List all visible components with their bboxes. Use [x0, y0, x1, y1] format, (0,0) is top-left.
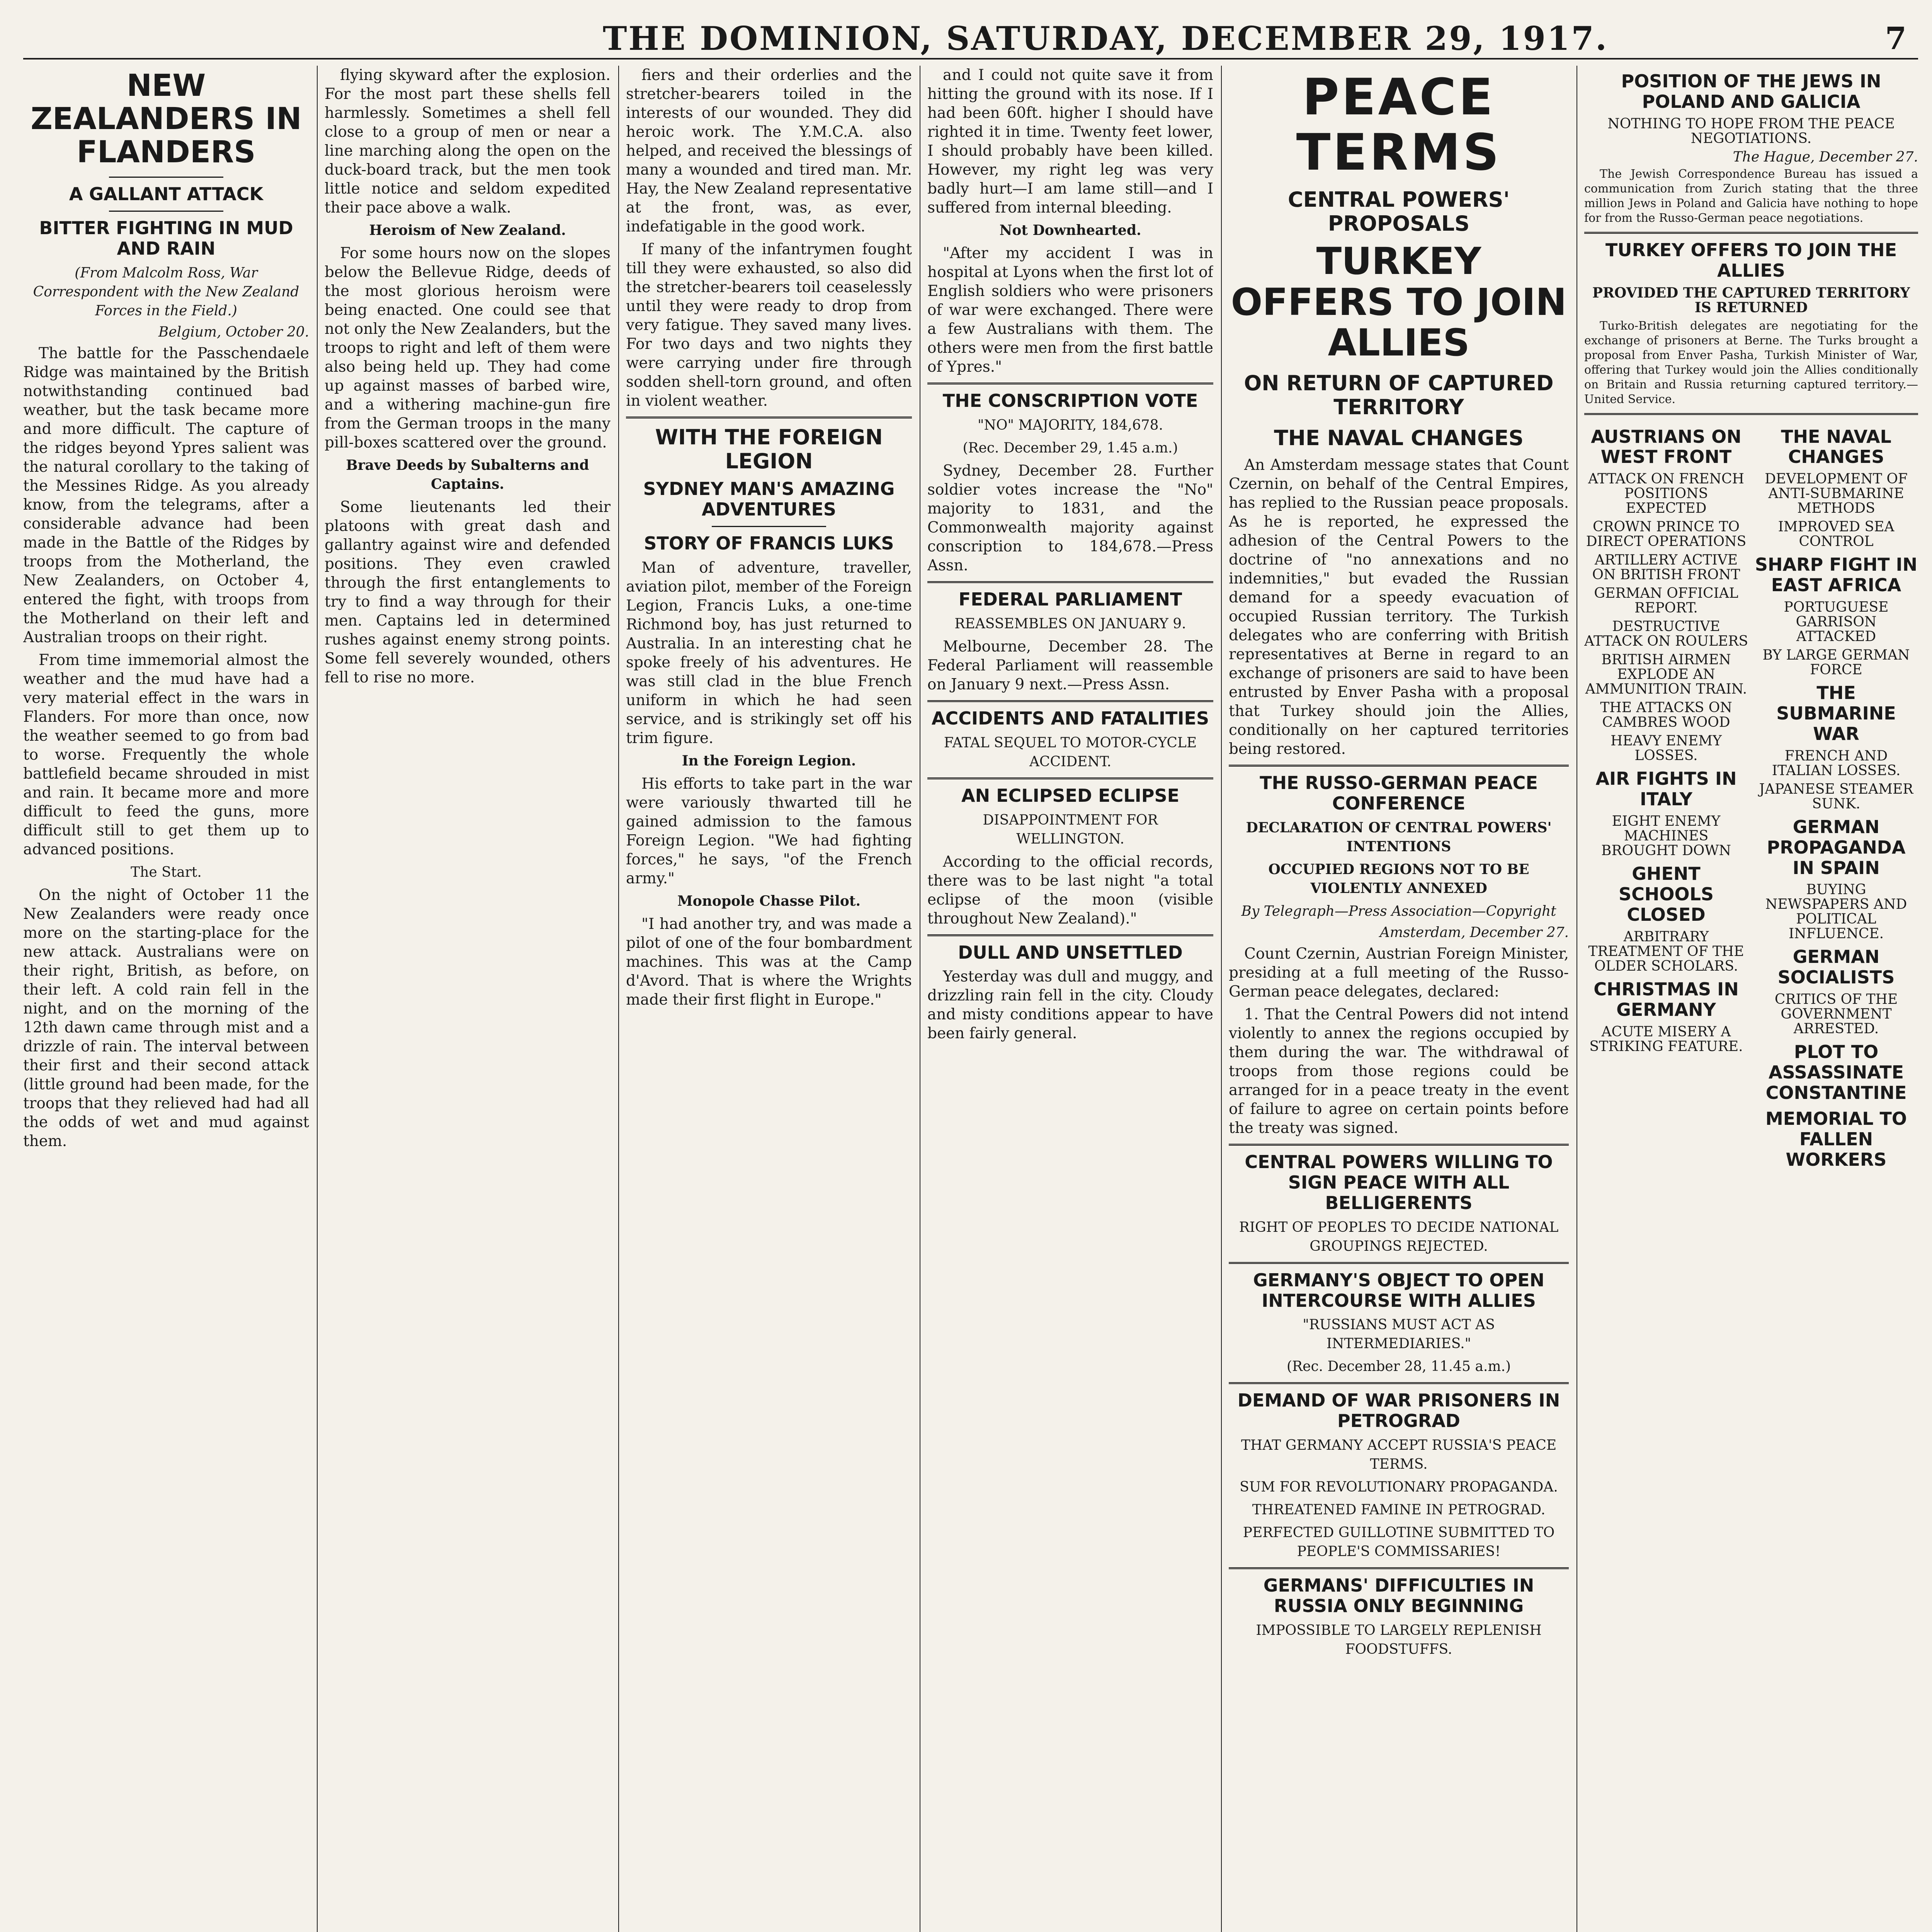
subhead: BRITISH AIRMEN EXPLODE AN AMMUNITION TRAIN. [1585, 652, 1747, 697]
article-paragraph: According to the official records, there was to be last night "a total eclipse of the moon (visible throughout New Zealand)." [927, 853, 1213, 927]
divider [1229, 1262, 1569, 1264]
article-paragraph: fiers and their orderlies and the stretcher-bearers toiled in the interests of our wounded. They did heroic work. The Y.M.C.A. also helped, and received the blessings of many a wounded and tired man. Mr. Hay, the New Zealand representative at the front, was, as ever, indefatigable in the good work. [626, 66, 912, 235]
article-paragraph: flying skyward after the explosion. For the most part these shells fell harmlessly. Sometimes a shell fell close to a group of men or near a line marching along the open on the duck-board track, but the men took little notice and seldom expedited their pace above a walk. [325, 66, 611, 216]
headline-submarine-war: THE SUBMARINE WAR [1776, 682, 1896, 744]
dateline: The Hague, December 27. [1733, 149, 1918, 165]
byline: By Telegraph—Press Association—Copyright [1241, 903, 1556, 920]
section-subhead: Monopole Chasse Pilot. [677, 893, 861, 909]
headline-naval-changes: THE NAVAL CHANGES [1274, 426, 1524, 451]
headline-plot-constantine: PLOT TO ASSASSINATE CONSTANTINE [1765, 1041, 1907, 1104]
article-paragraph: "After my accident I was in hospital at Lyons when the first lot of English soldiers who were prisoners of war were exchanged. There were a few Australians with them. The others were men from the first battle of Ypres." [927, 245, 1213, 376]
divider [109, 177, 223, 178]
subhead: PORTUGUESE GARRISON ATTACKED [1784, 599, 1889, 645]
divider [927, 581, 1213, 583]
newspaper-title: THE DOMINION, SATURDAY, DECEMBER 29, 1917. [603, 19, 1609, 58]
divider [927, 777, 1213, 779]
article-paragraph: His efforts to take part in the war were variously thwarted till he gained admission to the famous Foreign Legion. "We had fighting forces," he says, "of the French army." [626, 775, 912, 887]
column-rule [1221, 66, 1222, 1932]
subhead-russians-intermediaries: "RUSSIANS MUST ACT AS INTERMEDIARIES." [1303, 1317, 1495, 1352]
subhead: ACUTE MISERY A STRIKING FEATURE. [1589, 1024, 1743, 1054]
article-paragraph: For some hours now on the slopes below the Bellevue Ridge, deeds of the most glorious heroism were being enacted. One could see that not only the New Zealanders, but the troops to right and left of them were also being held up. They had come up against masses of barbed wire, and a withering machine-gun fire from the German troops in the many pill-boxes scattered over the ground. [325, 245, 611, 451]
headline-dull-unsettled: DULL AND UNSETTLED [958, 942, 1183, 963]
headline-air-fights: AIR FIGHTS IN ITALY [1595, 768, 1737, 810]
headline-war-prisoners: DEMAND OF WAR PRISONERS IN PETROGRAD [1237, 1390, 1560, 1432]
article-paragraph: 1. That the Central Powers did not intend violently to annex the regions occupied by them during the war. The withdrawal of troops from those regions could be arranged for in a peace treaty in the event of failure to agree on certain points before the treaty was signed. [1229, 1006, 1569, 1137]
headline-christmas-germany: CHRISTMAS IN GERMANY [1594, 978, 1739, 1020]
subhead-propaganda: SUM FOR REVOLUTIONARY PROPAGANDA. [1240, 1479, 1558, 1495]
subhead: THE ATTACKS ON CAMBRES WOOD [1600, 700, 1732, 731]
divider [1229, 1382, 1569, 1384]
subhead: JAPANESE STEAMER SUNK. [1759, 781, 1913, 812]
headline-russo-german-conference: THE RUSSO-GERMAN PEACE CONFERENCE [1260, 772, 1538, 814]
article-paragraph: Sydney, December 28. Further soldier votes increase the "No" majority to 1831, and the Commonwealth majority against conscription to 184,678.—Press Assn. [927, 462, 1213, 574]
headline-jews-poland: POSITION OF THE JEWS IN POLAND AND GALICIA [1621, 71, 1881, 112]
headline-austrians-west: AUSTRIANS ON WEST FRONT [1591, 426, 1742, 468]
divider [109, 211, 223, 212]
column-4 [927, 66, 1213, 1932]
subhead-guillotine: PERFECTED GUILLOTINE SUBMITTED TO PEOPLE'S COMMISSARIES! [1243, 1525, 1555, 1560]
subhead-disappointment: DISAPPOINTMENT FOR WELLINGTON. [983, 812, 1158, 847]
headline-new-zealanders: NEW ZEALANDERS IN FLANDERS [31, 68, 302, 170]
article-paragraph: "I had another try, and was made a pilot of one of the four bombardment machines. This was at the Camp d'Avord. That is where the Wrights made their first flight in Europe." [626, 915, 912, 1009]
subhead-accept-terms: THAT GERMANY ACCEPT RUSSIA'S PEACE TERMS. [1241, 1437, 1557, 1473]
article-paragraph: Turko-British delegates are negotiating for the exchange of prisoners at Berne. The Turks brought a proposal from Enver Pasha, Turkish Minister of War, offering that Turkey would join the Allies conditionally on Britain and Russia returning captured territory.—United Service. [1584, 319, 1918, 406]
subhead-famine: THREATENED FAMINE IN PETROGRAD. [1252, 1502, 1546, 1518]
headline-germany-object: GERMANY'S OBJECT TO OPEN INTERCOURSE WITH ALLIES [1253, 1269, 1545, 1311]
divider [712, 526, 826, 527]
section-subhead: Brave Deeds by Subalterns and Captains. [346, 457, 589, 492]
subhead-sydney-man: SYDNEY MAN'S AMAZING ADVENTURES [643, 478, 895, 520]
dateline: Belgium, October 20. [158, 324, 309, 340]
subhead-right-of-peoples: RIGHT OF PEOPLES TO DECIDE NATIONAL GROUPINGS REJECTED. [1239, 1219, 1559, 1254]
subhead: BUYING NEWSPAPERS AND POLITICAL INFLUENCE. [1765, 882, 1907, 942]
subhead-occupied-regions: OCCUPIED REGIONS NOT TO BE VIOLENTLY ANNEXED [1268, 861, 1529, 897]
section-subhead: Not Downhearted. [999, 222, 1141, 238]
headline-naval-changes-right: THE NAVAL CHANGES [1781, 426, 1891, 468]
section-subhead: Heroism of New Zealand. [369, 222, 566, 238]
subhead: DESTRUCTIVE ATTACK ON ROULERS [1584, 619, 1748, 650]
headline-foreign-legion: WITH THE FOREIGN LEGION [655, 425, 883, 474]
subhead: EIGHT ENEMY MACHINES BROUGHT DOWN [1601, 813, 1731, 859]
article-paragraph: Yesterday was dull and muggy, and drizzling rain fell in the city. Cloudy and misty conditions appear to have been fairly general. [927, 968, 1213, 1043]
headline-accidents: ACCIDENTS AND FATALITIES [931, 707, 1209, 729]
column-3 [626, 66, 912, 1932]
subhead-reassembles: REASSEMBLES ON JANUARY 9. [954, 616, 1186, 632]
article-paragraph: The Jewish Correspondence Bureau has issued a communication from Zurich stating that the three million Jews in Poland and Galicia have nothing to hope for from the Russo-German peace negotiations. [1584, 167, 1918, 225]
divider [927, 700, 1213, 702]
received-time: (Rec. December 29, 1.45 a.m.) [963, 440, 1178, 456]
masthead [23, 15, 1918, 60]
headline-conscription-vote: THE CONSCRIPTION VOTE [942, 390, 1198, 411]
subhead-foodstuffs: IMPOSSIBLE TO LARGELY REPLENISH FOODSTUFFS. [1256, 1622, 1542, 1658]
subhead: ATTACK ON FRENCH POSITIONS EXPECTED [1588, 471, 1744, 517]
divider [1584, 232, 1918, 234]
article-paragraph: Man of adventure, traveller, aviation pilot, member of the Foreign Legion, Francis Luks, a one-time Richmond boy, has just returned to Australia. In an interesting chat he spoke freely of his adventures. He was still clad in the blue French uniform in which he had seen service, and is strikingly set off his trim figure. [626, 559, 912, 747]
page-number: 7 [1885, 20, 1906, 56]
article-paragraph: Some lieutenants led their platoons with great dash and gallantry against wire and defended positions. They even crawled through the first entanglements to try to find a way through for their men. Captains led in determined rushes against enemy strong points. Some fell severely wounded, others fell to rise no more. [325, 498, 611, 686]
subhead-francis-luks: STORY OF FRANCIS LUKS [644, 532, 894, 554]
subhead-fatal-sequel: FATAL SEQUEL TO MOTOR-CYCLE ACCIDENT. [944, 735, 1197, 770]
article-paragraph: and I could not quite save it from hitting the ground with its nose. If I had been 60ft. higher I should have righted it in time. Twenty feet lower, I should probably have been killed. However, my right leg was very badly hurt—I am lame still—and I suffered from internal bleeding. [927, 66, 1213, 216]
headline-german-socialists: GERMAN SOCIALISTS [1777, 946, 1895, 988]
subhead: CRITICS OF THE GOVERNMENT ARRESTED. [1774, 992, 1898, 1037]
article-paragraph: If many of the infantrymen fought till they were exhausted, so also did the stretcher-bearers toil ceaselessly until they were ready to drop from very fatigue. They saved many lives. For two days and two nights they were carrying under fire through sodden shell-torn ground, and often in violent weather. [626, 241, 912, 410]
article-paragraph: From time immemorial almost the weather and the mud have had a very material effect in the wars in Flanders. For more than once, now the weather seemed to go from bad to worse. Frequently the whole battlefield became shrouded in mist and rain. It became more and more difficult to feed the guns, more difficult still to get them up to advanced positions. [23, 651, 309, 859]
headline-central-powers-proposals: CENTRAL POWERS' PROPOSALS [1287, 187, 1510, 236]
divider [927, 934, 1213, 936]
headline-memorial-workers: MEMORIAL TO FALLEN WORKERS [1765, 1108, 1907, 1170]
article-paragraph: On the night of October 11 the New Zealanders were ready once more on the starting-place for the new attack. Australians were on their right, British, as before, on their left. A cold rain fell in the night, and on the morning of the 12th dawn came through mist and a drizzle of rain. The interval between their first and their second attack (little ground had been made, for the troops that they relieved had had all the odds of wet and mud against them. [23, 886, 309, 1150]
headline-central-powers-willing: CENTRAL POWERS WILLING TO SIGN PEACE WITH ALL BELLIGERENTS [1245, 1151, 1553, 1213]
section-subhead: The Start. [131, 864, 202, 881]
subhead: BY LARGE GERMAN FORCE [1762, 647, 1910, 678]
headline-turkey-join-allies: TURKEY OFFERS TO JOIN THE ALLIES [1605, 239, 1897, 281]
article-paragraph: The battle for the Passchendaele Ridge was maintained by the British notwithstanding continued bad weather, but the task became more and more difficult. The capture of the ridges beyond Ypres salient was the natural corollary to the taking of the Messines Ridge. As you already know, from the telegrams, after a considerable advance had been made in the Battle of the Ridges by troops from the Motherland, the New Zealanders, on October 4, entered the fight, with troops from the Motherland on their left and Australian troops on their right. [23, 345, 309, 646]
subhead: ARTILLERY ACTIVE ON BRITISH FRONT [1592, 552, 1740, 583]
subhead: DEVELOPMENT OF ANTI-SUBMARINE METHODS [1765, 471, 1908, 517]
subhead-declaration: DECLARATION OF CENTRAL POWERS' INTENTIONS [1246, 820, 1552, 855]
headline-turkey-offers: TURKEY OFFERS TO JOIN ALLIES [1231, 240, 1567, 365]
headline-propaganda-spain: GERMAN PROPAGANDA IN SPAIN [1767, 816, 1906, 878]
dateline: Amsterdam, December 27. [1379, 925, 1569, 941]
divider [1229, 1144, 1569, 1146]
sub-columns [1584, 421, 1918, 1175]
article-paragraph: Count Czernin, Austrian Foreign Minister, presiding at a full meeting of the Russo-German peace delegates, declared: [1229, 945, 1569, 1001]
headline-eclipsed-eclipse: AN ECLIPSED ECLIPSE [961, 785, 1180, 806]
headline-east-africa: SHARP FIGHT IN EAST AFRICA [1755, 554, 1918, 596]
column-5 [1229, 66, 1569, 1932]
column-rule [618, 66, 619, 1932]
subhead-bitter-fighting: BITTER FIGHTING IN MUD AND RAIN [39, 218, 293, 259]
headline-ghent-schools: GHENT SCHOOLS CLOSED [1618, 863, 1714, 925]
subhead-nothing-to-hope: NOTHING TO HOPE FROM THE PEACE NEGOTIATIONS. [1607, 116, 1895, 146]
sub-column-left [1584, 421, 1748, 1175]
divider [1584, 413, 1918, 415]
headline-peace-terms: PEACE TERMS [1296, 68, 1502, 182]
byline: (From Malcolm Ross, War Correspondent with the New Zealand Forces in the Field.) [33, 265, 299, 319]
received-time: (Rec. December 28, 11.45 a.m.) [1286, 1359, 1511, 1375]
subhead: HEAVY ENEMY LOSSES. [1611, 733, 1722, 764]
column-2 [325, 66, 611, 1932]
article-paragraph: Melbourne, December 28. The Federal Parliament will reassemble on January 9 next.—Press Assn. [927, 638, 1213, 693]
column-rule [317, 66, 318, 1932]
subhead: ARBITRARY TREATMENT OF THE OLDER SCHOLARS. [1588, 929, 1744, 974]
column-1 [23, 66, 309, 1932]
headline-captured-territory: ON RETURN OF CAPTURED TERRITORY [1244, 371, 1554, 420]
headline-federal-parliament: FEDERAL PARLIAMENT [958, 588, 1182, 610]
divider [927, 383, 1213, 384]
subhead: IMPROVED SEA CONTROL [1778, 519, 1895, 550]
sub-column-right [1754, 421, 1918, 1175]
divider [1229, 765, 1569, 767]
divider [626, 417, 912, 418]
subhead-provided-returned: PROVIDED THE CAPTURED TERRITORY IS RETURNED [1592, 284, 1910, 316]
column-6 [1584, 66, 1918, 1932]
section-subhead: In the Foreign Legion. [682, 752, 856, 769]
subhead: FRENCH AND ITALIAN LOSSES. [1772, 748, 1901, 779]
subhead: CROWN PRINCE TO DIRECT OPERATIONS [1586, 519, 1747, 550]
article-paragraph: An Amsterdam message states that Count Czernin, on behalf of the Central Empires, has replied to the Russian peace proposals. As he is reported, he expressed the adhesion of the Central Powers to the doctrine of "no annexations and no indemnities," but evaded the Russian demand for a speedy evacuation of occupied Russian territory. The Turkish delegates who are conferring with British representatives at Berne in regard to an exchange of prisoners are said to have been entrusted by Enver Pasha with a proposal that Turkey should join the Allies, conditionally on her captured territories being restored. [1229, 456, 1569, 758]
subhead-gallant-attack: A GALLANT ATTACK [69, 184, 264, 205]
subhead: GERMAN OFFICIAL REPORT. [1594, 585, 1738, 616]
subhead-no-majority: "NO" MAJORITY, 184,678. [977, 417, 1163, 433]
divider [1229, 1567, 1569, 1569]
headline-germans-difficulties: GERMANS' DIFFICULTIES IN RUSSIA ONLY BEGINNING [1263, 1575, 1534, 1617]
